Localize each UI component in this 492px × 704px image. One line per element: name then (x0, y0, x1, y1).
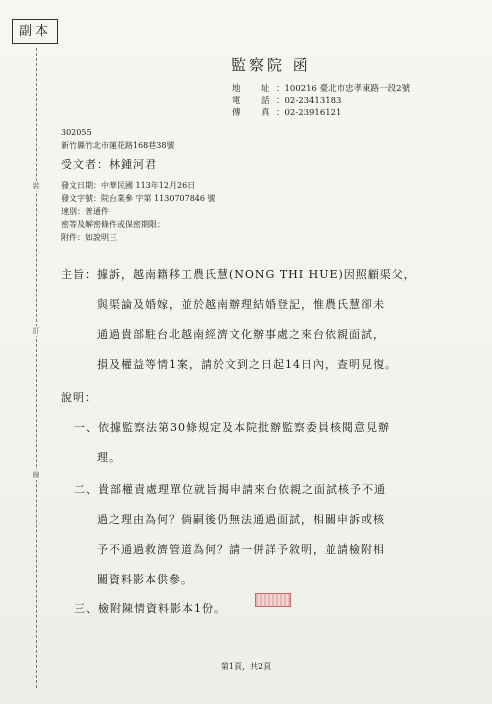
attachment-note: 附件：如說明三 (61, 233, 117, 242)
subject-line: 損及權益等情1案，請於文到之日起14日內，查明見復。 (97, 358, 397, 371)
explanation-line: 三、檢附陳情資料影本1份。 (74, 602, 226, 615)
subject-line: 主旨：據訴，越南籍移工農氏慧(NONG THI HUE)因照顧渠父， (61, 268, 416, 281)
subject-line: 通過貴部駐台北越南經濟文化辦事處之來台依親面試， (97, 328, 385, 341)
postal-code: 302055 (61, 128, 92, 137)
contact-value: 02-23413183 (284, 96, 342, 106)
seal-stamp (255, 593, 291, 607)
explanation-line: 關資料影本供參。 (97, 573, 193, 586)
binding-line (36, 48, 37, 688)
page-footer: 第1頁，共2頁 (220, 662, 272, 671)
binding-mark: 裝 (32, 182, 40, 190)
binding-mark: 訂 (32, 327, 40, 335)
recipient: 受文者：林鍾河君 (61, 158, 157, 171)
contact-address: 地 址：100216 臺北市忠孝東路一段2號 (232, 84, 411, 94)
binding-mark: 線 (32, 471, 40, 479)
contact-phone: 電 話：02-23413183 (232, 96, 342, 106)
explanation-line: 二、貴部權責處理單位就旨揭申請來台依親之面試核予不通 (74, 483, 386, 496)
security-level: 密等及解密條件或保密期限： (61, 220, 165, 229)
issue-date: 發文日期：中華民國 113年12月26日 (61, 181, 196, 190)
contact-key: 地 址 (232, 84, 276, 94)
recipient-address: 新竹縣竹北市蓮花路168巷38號 (61, 141, 175, 150)
document-number: 發文字號：院台業參 字第 1130707846 號 (61, 194, 216, 203)
explanation-line: 過之理由為何？倘嗣後仍無法通過面試，相關申訴或核 (97, 513, 385, 526)
contact-value: 100216 臺北市忠孝東路一段2號 (284, 84, 411, 94)
contact-value: 02-23916121 (284, 108, 342, 118)
contact-fax: 傳 真：02-23916121 (232, 108, 342, 118)
org-title: 監察院 函 (231, 56, 311, 74)
contact-key: 傳 真 (232, 108, 276, 118)
contact-key: 電 話 (232, 96, 276, 106)
explanation-line: 理。 (97, 451, 121, 464)
explanation-line: 予不通過救濟管道為何？請一併詳予敘明，並請檢附相 (97, 543, 385, 556)
copy-label: 副本 (12, 19, 58, 44)
explanation-line: 一、依據監察法第30條規定及本院批辦監察委員核閱意見辦 (74, 421, 390, 434)
subject-line: 與渠論及婚嫁，並於越南辦理結婚登記，惟農氏慧卻未 (97, 298, 385, 311)
explanation-heading: 說明： (61, 391, 97, 404)
delivery-speed: 速別：普通件 (61, 207, 109, 216)
